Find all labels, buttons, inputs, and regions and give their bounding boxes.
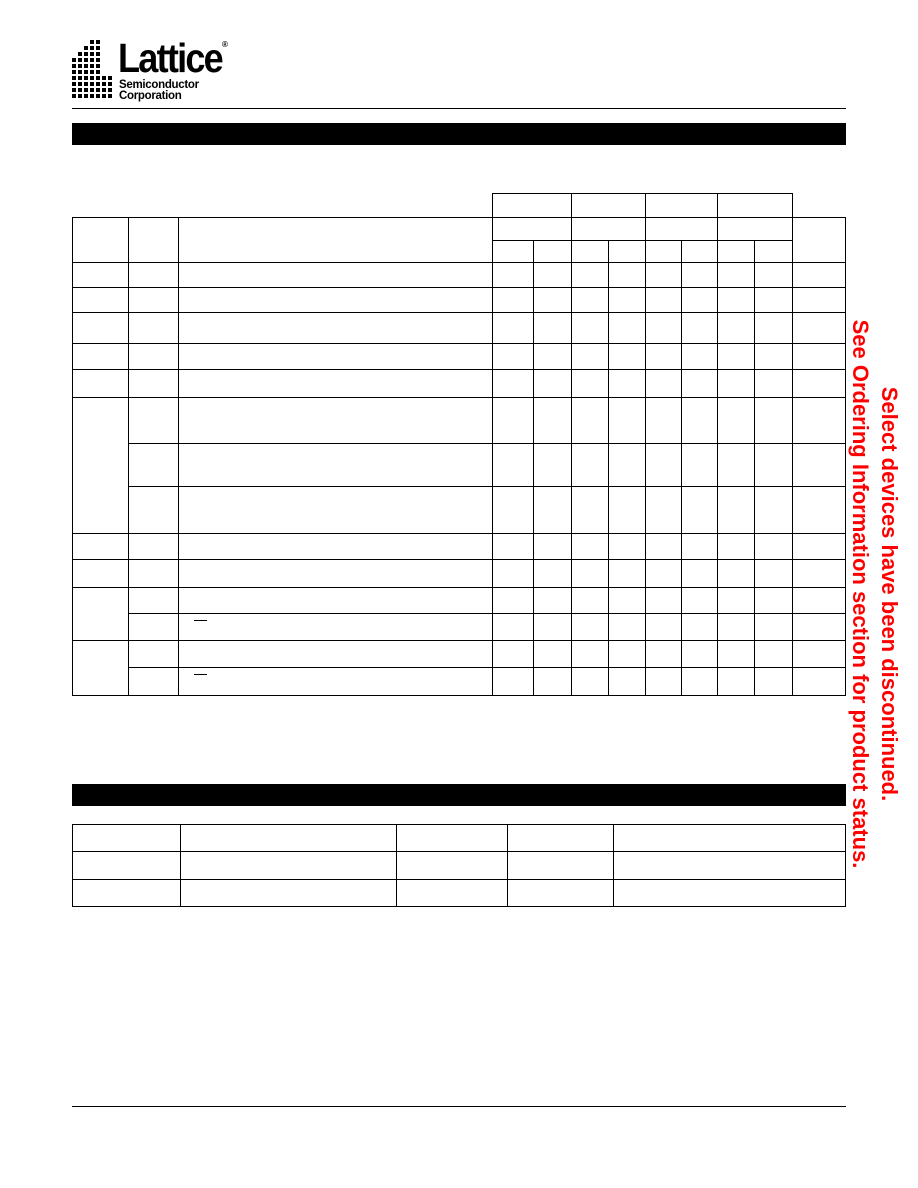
logo-line-semiconductor: Semiconductor	[119, 79, 199, 91]
notice-line-1: Select devices have been discontinued.	[877, 386, 902, 802]
logo-line-corporation: Corporation	[119, 90, 182, 102]
footer-rule	[72, 1106, 846, 1107]
notice-line-2: See Ordering Information section for product status.	[848, 319, 873, 869]
logo-registered-mark: ®	[222, 40, 228, 49]
discontinued-notice	[846, 320, 904, 869]
logo-wordmark: Lattice	[118, 35, 222, 81]
